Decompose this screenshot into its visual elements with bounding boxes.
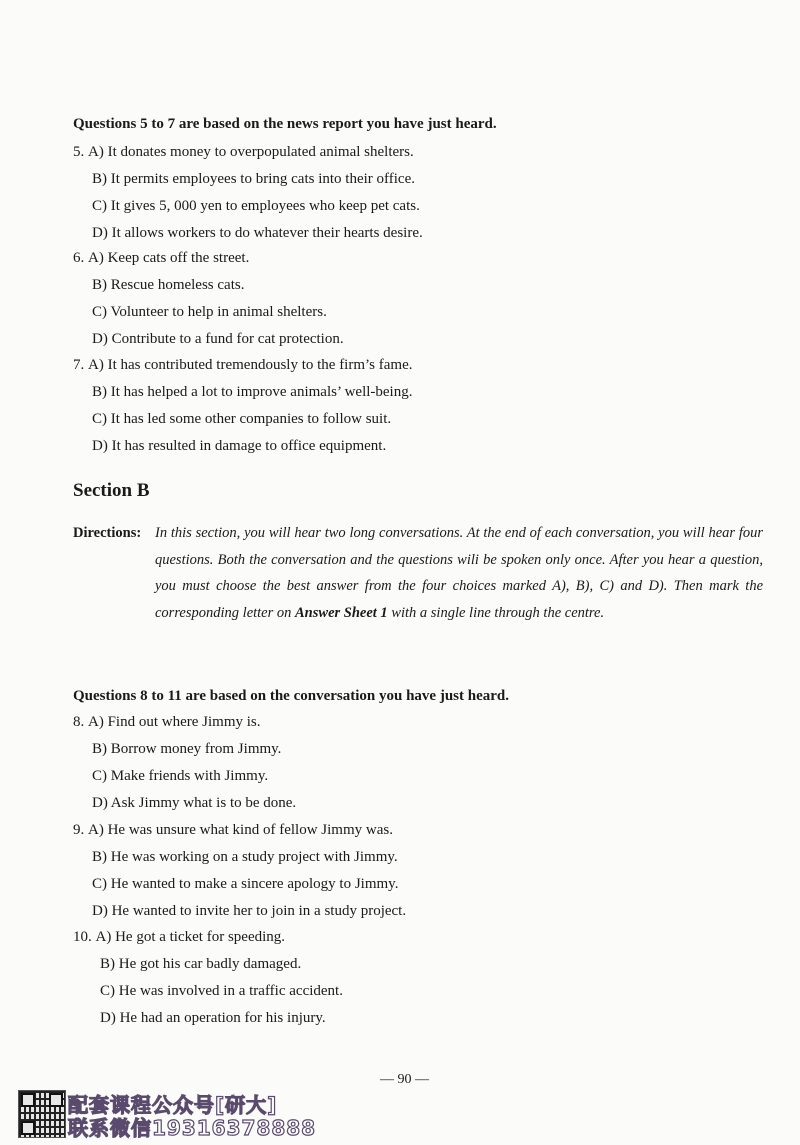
option-8d[interactable]: D) Ask Jimmy what is to be done. — [92, 795, 297, 811]
option-5c[interactable]: C) It gives 5, 000 yen to employees who keep pet cats. — [92, 198, 420, 214]
question-number: 7. — [73, 357, 85, 373]
question-number: 6. — [73, 250, 85, 266]
option-10c[interactable]: C) He was involved in a traffic accident. — [100, 983, 343, 999]
option-9d[interactable]: D) He wanted to invite her to join in a study project. — [92, 903, 407, 919]
option-text: It donates money to overpopulated animal shelters. — [107, 144, 414, 160]
question-5 — [73, 139, 773, 247]
option-6b[interactable]: B) Rescue homeless cats. — [92, 277, 245, 293]
option-text: It has led some other companies to follow suit. — [110, 411, 392, 427]
qr-code-icon — [18, 1090, 66, 1138]
question-7 — [73, 352, 773, 460]
question-9 — [73, 817, 773, 925]
option-text: It has contributed tremendously to the firm’s fame. — [107, 357, 413, 373]
questions-8-11-heading: Questions 8 to 11 are based on the conversation you have just heard. — [73, 688, 509, 704]
option-7a[interactable]: 7. A) It has contributed tremendously to the firm’s fame. — [73, 352, 773, 379]
directions-label: Directions: — [73, 525, 142, 541]
option-text: Make friends with Jimmy. — [110, 768, 269, 784]
option-text: It has resulted in damage to office equipment. — [111, 438, 387, 454]
page-number: — 90 — — [380, 1072, 429, 1087]
option-10d[interactable]: D) He had an operation for his injury. — [100, 1010, 326, 1026]
questions-5-7-heading: Questions 5 to 7 are based on the news report you have just heard. — [73, 116, 497, 132]
option-text: It gives 5, 000 yen to employees who keep pet cats. — [110, 198, 420, 214]
option-text: It allows workers to do whatever their hearts desire. — [111, 225, 423, 241]
question-number: 5. — [73, 144, 85, 160]
option-9c[interactable]: C) He wanted to make a sincere apology to Jimmy. — [92, 876, 399, 892]
answer-sheet-label: Answer Sheet 1 — [295, 604, 388, 621]
directions-text: In this section, you will hear two long conversations. At the end of each conversation, you will hear four questions. Both the conversation and the questions wili be spoken only once. After you hear a question, you must choose the best answer from the four choices marked A), B), C) and D). Then mark the corresponding letter on Answer Sheet 1 with a single line through the centre. — [155, 525, 763, 621]
option-6a[interactable]: 6. A) Keep cats off the street. — [73, 245, 773, 272]
section-b-title: Section B — [73, 480, 150, 501]
option-text: He was working on a study project with Jimmy. — [110, 849, 398, 865]
option-10a[interactable]: 10. A) He got a ticket for speeding. — [73, 924, 773, 951]
option-5d[interactable]: D) It allows workers to do whatever their hearts desire. — [92, 225, 423, 241]
question-10 — [73, 924, 773, 1032]
option-6c[interactable]: C) Volunteer to help in animal shelters. — [92, 304, 327, 320]
option-8b[interactable]: B) Borrow money from Jimmy. — [92, 741, 282, 757]
option-8c[interactable]: C) Make friends with Jimmy. — [92, 768, 269, 784]
option-text: He had an operation for his injury. — [119, 1010, 326, 1026]
option-10b[interactable]: B) He got his car badly damaged. — [100, 956, 302, 972]
option-5b[interactable]: B) It permits employees to bring cats into their office. — [92, 171, 415, 187]
question-number: 9. — [73, 822, 85, 838]
option-text: Find out where Jimmy is. — [107, 714, 261, 730]
option-8a[interactable]: 8. A) Find out where Jimmy is. — [73, 709, 773, 736]
question-number: 8. — [73, 714, 85, 730]
option-5a[interactable]: 5. A) It donates money to overpopulated animal shelters. — [73, 139, 773, 166]
option-text: Ask Jimmy what is to be done. — [110, 795, 297, 811]
option-text: Keep cats off the street. — [107, 250, 250, 266]
option-7b[interactable]: B) It has helped a lot to improve animals’ well-being. — [92, 384, 413, 400]
promo-line-2: 联系微信19316378888 — [68, 1116, 317, 1140]
option-text: He wanted to invite her to join in a study project. — [111, 903, 407, 919]
directions-block — [73, 520, 763, 626]
question-number: 10. — [73, 929, 92, 945]
option-text: It has helped a lot to improve animals’ well-being. — [110, 384, 413, 400]
option-text: He was unsure what kind of fellow Jimmy was. — [107, 822, 393, 838]
option-text: He got his car badly damaged. — [118, 956, 302, 972]
option-text: He wanted to make a sincere apology to Jimmy. — [110, 876, 399, 892]
option-text: He got a ticket for speeding. — [115, 929, 286, 945]
option-text: Borrow money from Jimmy. — [110, 741, 282, 757]
option-text: Rescue homeless cats. — [110, 277, 245, 293]
option-text: He was involved in a traffic accident. — [118, 983, 343, 999]
question-8 — [73, 709, 773, 817]
footer-promo — [18, 1090, 317, 1140]
option-6d[interactable]: D) Contribute to a fund for cat protection. — [92, 331, 344, 347]
option-text: Contribute to a fund for cat protection. — [111, 331, 344, 347]
promo-line-1: 配套课程公众号[研大] — [68, 1093, 278, 1117]
option-9b[interactable]: B) He was working on a study project with Jimmy. — [92, 849, 398, 865]
option-7c[interactable]: C) It has led some other companies to follow suit. — [92, 411, 392, 427]
option-9a[interactable]: 9. A) He was unsure what kind of fellow Jimmy was. — [73, 817, 773, 844]
question-6 — [73, 245, 773, 353]
option-7d[interactable]: D) It has resulted in damage to office equipment. — [92, 438, 387, 454]
option-text: Volunteer to help in animal shelters. — [110, 304, 327, 320]
option-text: It permits employees to bring cats into their office. — [110, 171, 415, 187]
